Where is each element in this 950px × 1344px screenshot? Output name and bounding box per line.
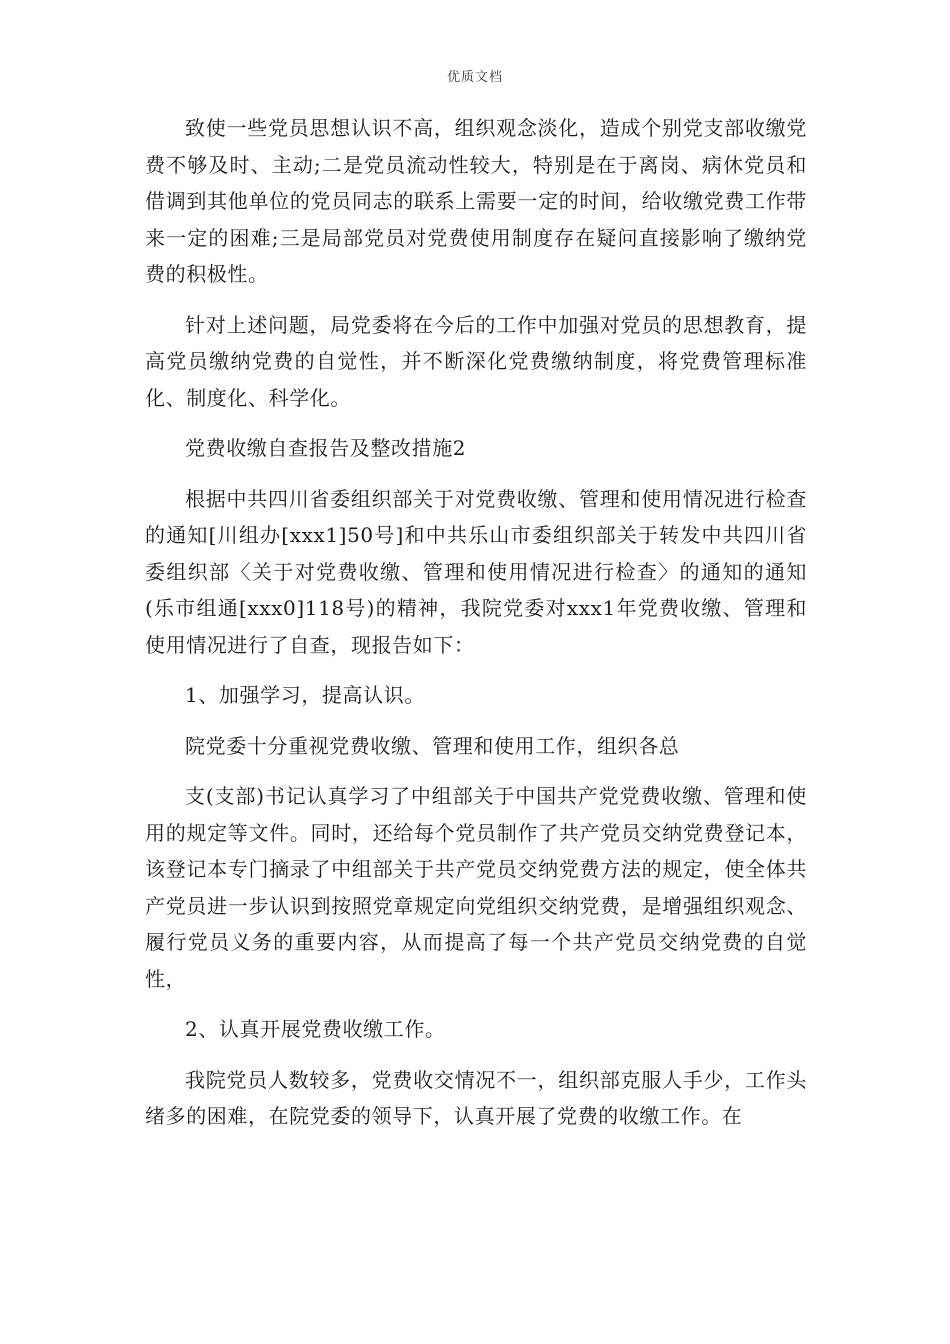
paragraph-5: 支(支部)书记认真学习了中组部关于中国共产党党费收缴、管理和使用的规定等文件。同时，还给每个党员制作了共产党员交纳党费登记本，该登记本专门摘录了中组部关于共产党员交纳党费方法的规定，使全体共产党员进一步认识到按照党章规定向党组织交纳党费，是增强组织观念、履行党员义务的重要内容，从而提高了每一个共产党员交纳党费的自觉性，: [145, 784, 807, 991]
paragraph-1: 致使一些党员思想认识不高，组织观念淡化，造成个别党支部收缴党费不够及时、主动;二是党员流动性较大，特别是在于离岗、病休党员和借调到其他单位的党员同志的联系上需要一定的时间，给收缴党费工作带来一定的困难;三是局部党员对党费使用制度存在疑问直接影响了缴纳党费的积极性。: [145, 116, 807, 286]
paragraph-2: 针对上述问题，局党委将在今后的工作中加强对党员的思想教育，提高党员缴纳党费的自觉性，并不断深化党费缴纳制度，将党费管理标准化、制度化、科学化。: [145, 312, 807, 410]
subheading-1: 1、加强学习，提高认识。: [185, 683, 425, 707]
page-header: 优质文档: [446, 70, 503, 85]
subheading-2: 2、认真开展党费收缴工作。: [185, 1017, 446, 1041]
document-body: [145, 110, 807, 1135]
paragraph-4: 院党委十分重视党费收缴、管理和使用工作，组织各总: [185, 733, 680, 758]
paragraph-6: 我院党员人数较多，党费收交情况不一，组织部克服人手少，工作头绪多的困难，在院党委的领导下，认真开展了党费的收缴工作。在: [145, 1067, 807, 1128]
paragraph-3: 根据中共四川省委组织部关于对党费收缴、管理和使用情况进行检查的通知[川组办[xxx1]50号]和中共乐山市委组织部关于转发中共四川省委组织部〈关于对党费收缴、管理和使用情况进行检查〉的通知的通知(乐市组通[xxx0]118号)的精神，我院党委对xxx1年党费收缴、管理和使用情况进行了自查，现报告如下：: [145, 486, 807, 657]
section-heading: 党费收缴自查报告及整改措施2: [185, 436, 467, 460]
